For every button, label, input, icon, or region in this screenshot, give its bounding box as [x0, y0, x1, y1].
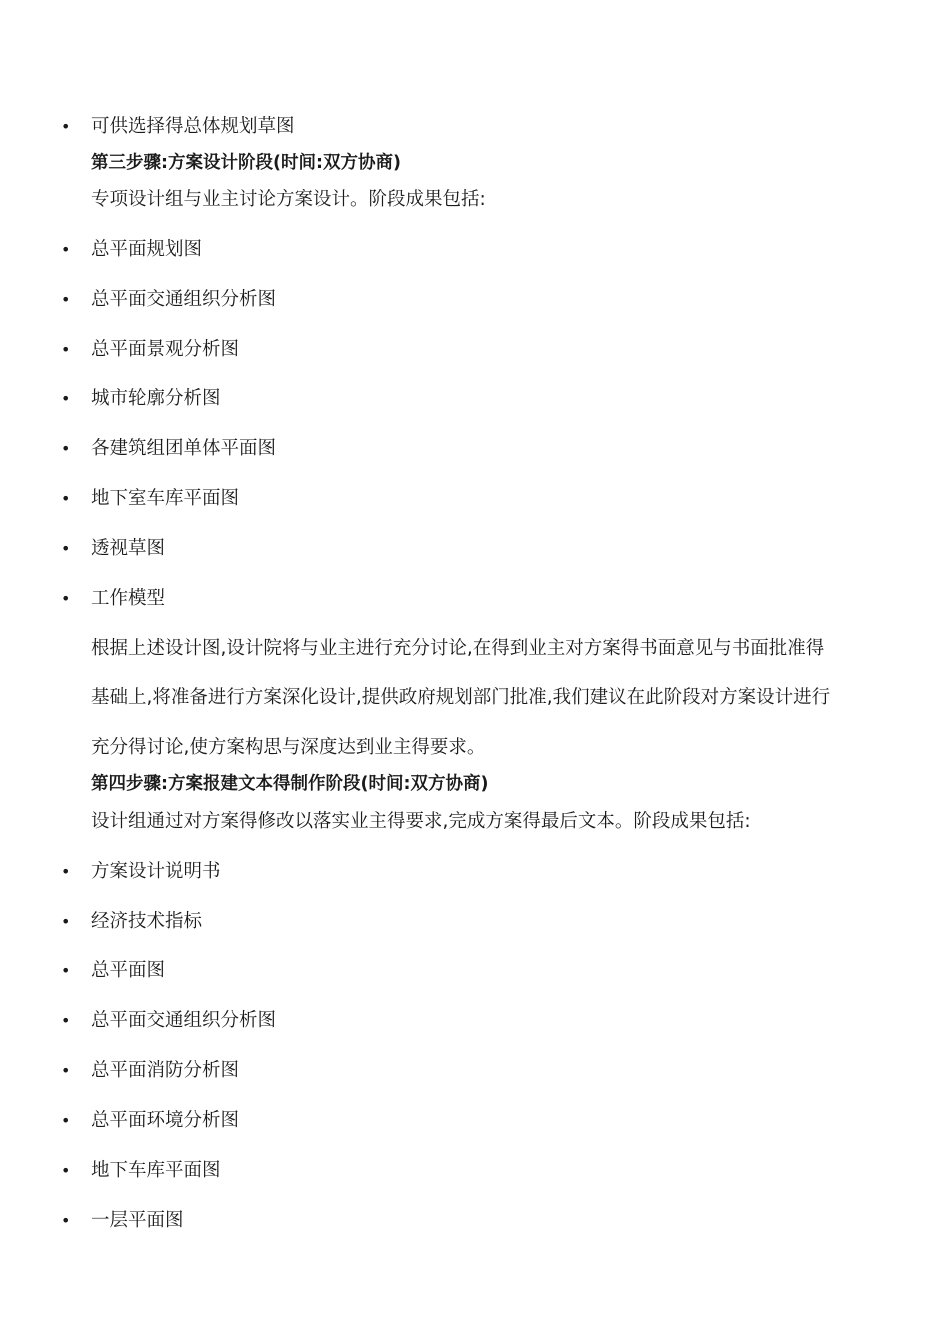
list-item: 各建筑组团单体平面图: [91, 438, 277, 459]
bullet: •: [61, 1061, 71, 1080]
bullet: •: [61, 389, 71, 408]
list-item: 地下车库平面图: [91, 1160, 221, 1181]
bullet: •: [61, 1211, 71, 1230]
list-item: 城市轮廓分析图: [91, 388, 221, 409]
step3-paragraph-line: 基础上,将准备进行方案深化设计,提供政府规划部门批准,我们建议在此阶段对方案设计进行: [91, 687, 831, 708]
list-item: 地下室车库平面图: [91, 488, 240, 509]
step4-heading: 第四步骤:方案报建文本得制作阶段(时间:双方协商): [91, 774, 489, 794]
bullet: •: [61, 240, 71, 259]
bullet: •: [61, 539, 71, 558]
step4-intro: 设计组通过对方案得修改以落实业主得要求,完成方案得最后文本。阶段成果包括:: [91, 811, 751, 832]
bullet: •: [61, 862, 71, 881]
bullet: •: [61, 912, 71, 931]
bullet: •: [61, 1011, 71, 1030]
list-item: 工作模型: [91, 588, 166, 609]
list-item: 一层平面图: [91, 1210, 184, 1231]
bullet: •: [61, 439, 71, 458]
list-item: 总平面消防分析图: [91, 1060, 240, 1081]
bullet: •: [61, 340, 71, 359]
step3-paragraph-line: 根据上述设计图,设计院将与业主进行充分讨论,在得到业主对方案得书面意见与书面批准得: [91, 638, 825, 659]
bullet: •: [61, 489, 71, 508]
step3-intro: 专项设计组与业主讨论方案设计。阶段成果包括:: [91, 189, 486, 210]
list-item: 总平面环境分析图: [91, 1110, 240, 1131]
list-item: 总平面交通组织分析图: [91, 289, 277, 310]
list-item: 方案设计说明书: [91, 861, 221, 882]
bullet: •: [61, 117, 71, 136]
list-item: 总平面景观分析图: [91, 339, 240, 360]
bullet: •: [61, 290, 71, 309]
list-item: 经济技术指标: [91, 911, 203, 932]
step3-paragraph-line: 充分得讨论,使方案构思与深度达到业主得要求。: [91, 737, 486, 758]
list-item: 可供选择得总体规划草图: [91, 116, 295, 137]
list-item: 透视草图: [91, 538, 166, 559]
list-item: 总平面规划图: [91, 239, 203, 260]
bullet: •: [61, 961, 71, 980]
list-item: 总平面图: [91, 960, 166, 981]
bullet: •: [61, 1161, 71, 1180]
step3-heading: 第三步骤:方案设计阶段(时间:双方协商): [91, 153, 401, 173]
bullet: •: [61, 589, 71, 608]
list-item: 总平面交通组织分析图: [91, 1010, 277, 1031]
bullet: •: [61, 1111, 71, 1130]
